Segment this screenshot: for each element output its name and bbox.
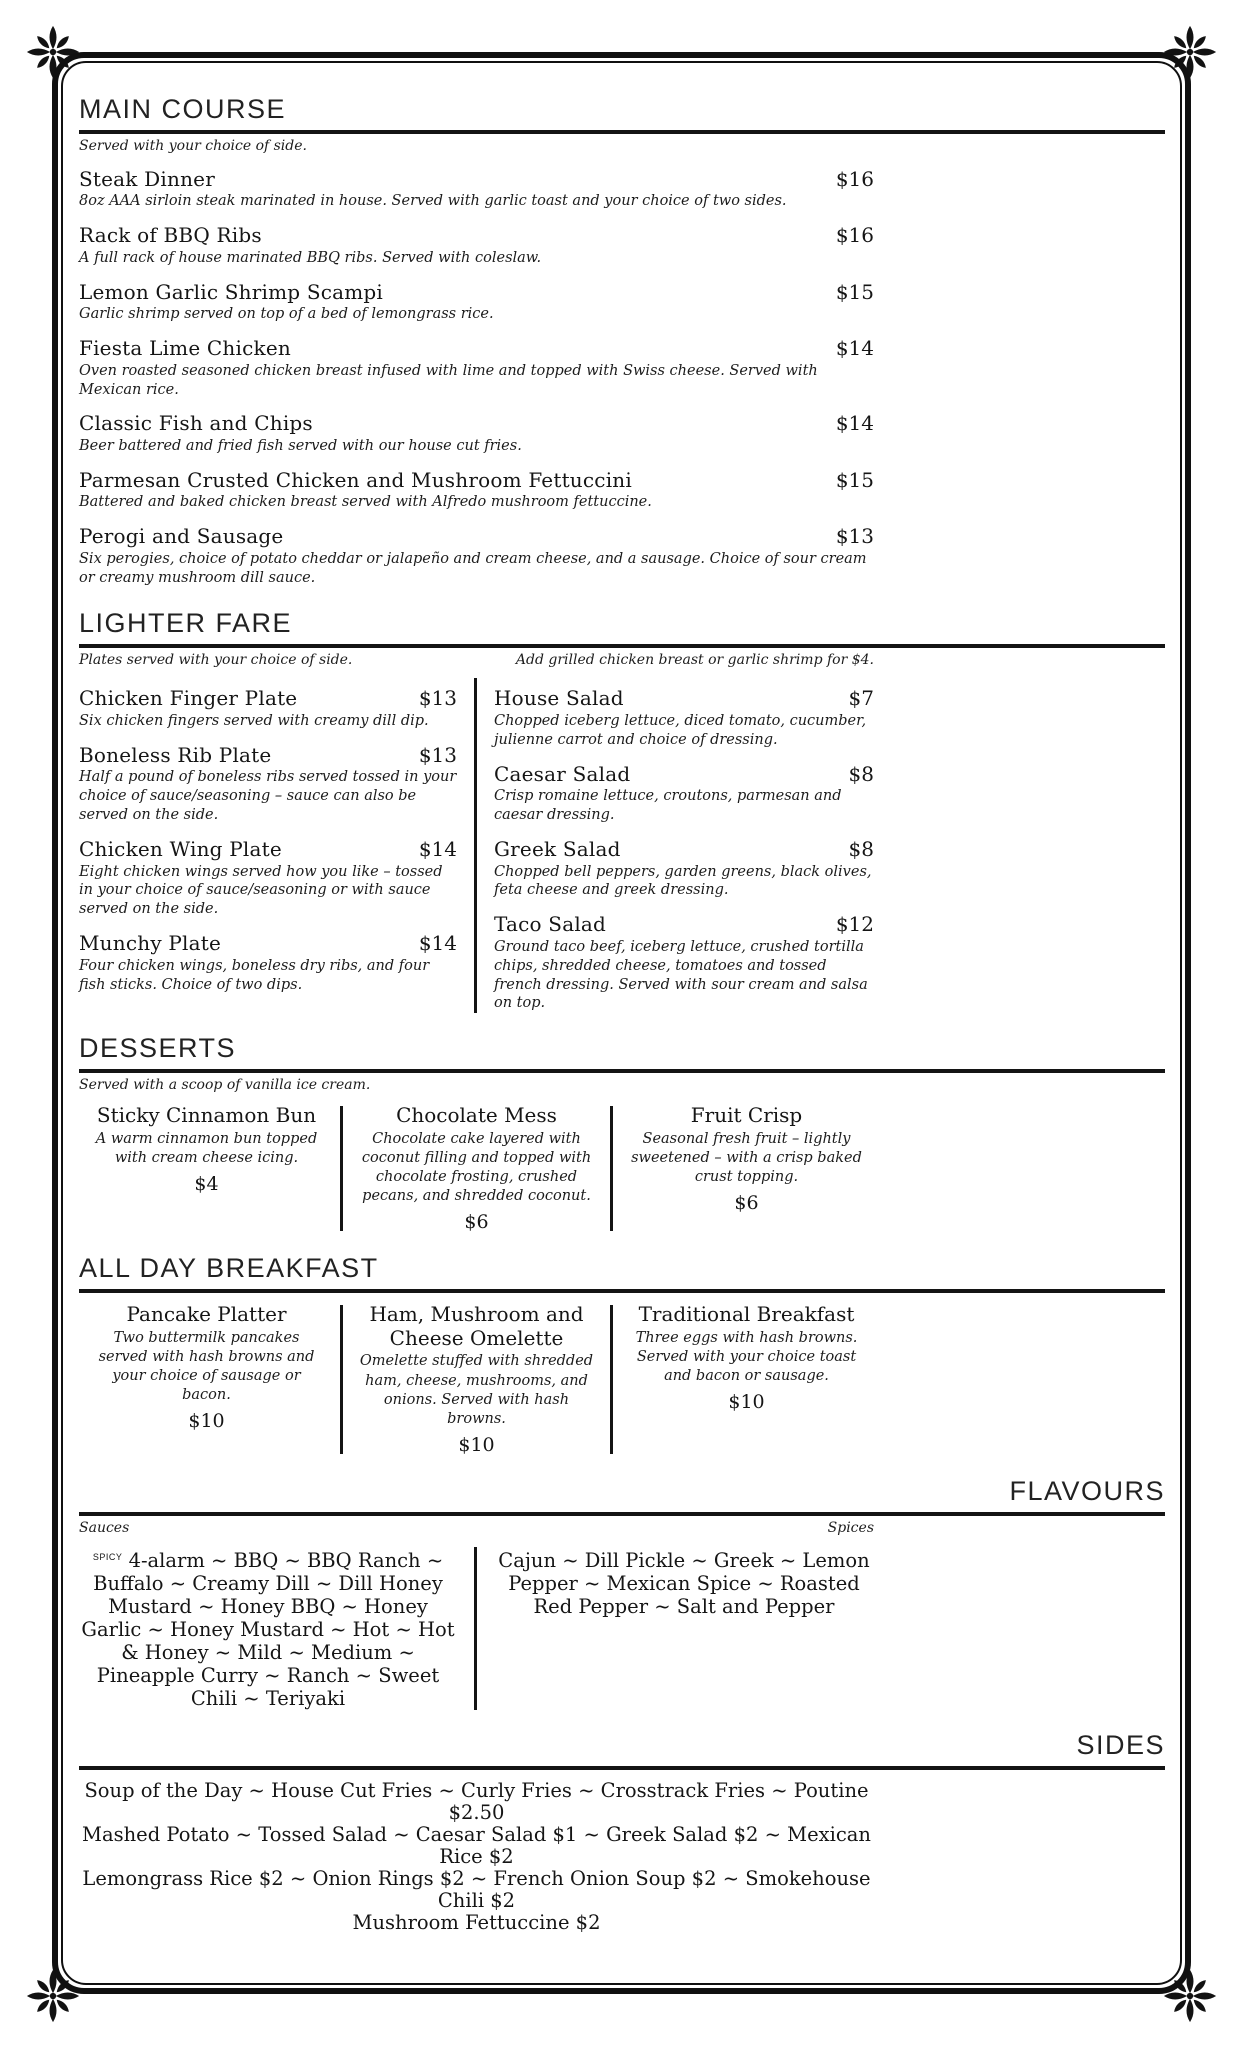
section-note-right: Add grilled chicken breast or garlic shrimp for $4. — [515, 651, 874, 668]
section-note: Served with a scoop of vanilla ice cream. — [79, 1077, 371, 1094]
item-name: Classic Fish and Chips — [79, 411, 313, 436]
menu-item — [494, 762, 874, 825]
lighter-fare-right-column — [494, 674, 874, 1013]
item-price: $14 — [418, 931, 457, 956]
column-divider — [474, 1547, 477, 1710]
item-description: Four chicken wings, boneless dry ribs, and four fish sticks. Choice of two dips. — [79, 957, 430, 993]
item-price: $4 — [194, 1172, 219, 1195]
item-price: $7 — [848, 686, 874, 711]
item-name: Chocolate Mess — [396, 1103, 557, 1128]
sauces-text: 4-alarm ~ BBQ ~ BBQ Ranch ~ Buffalo ~ Creamy Dill ~ Dill Honey Mustard ~ Honey BBQ ~ Honey Garlic ~ Honey Mustard ~ Hot ~ Hot & Honey ~ Mild ~ Medium ~ Pineapple Curry ~ Ranch ~ Sweet Chili ~ Teriyaki — [81, 1548, 455, 1710]
item-name: Fruit Crisp — [690, 1103, 803, 1128]
menu-content — [79, 94, 1165, 1934]
item-price: $13 — [418, 686, 457, 711]
item-description: Chopped bell peppers, garden greens, black olives, feta cheese and greek dressing. — [494, 863, 872, 899]
menu-item — [494, 837, 874, 900]
menu-item — [79, 1303, 334, 1456]
menu-item — [494, 912, 874, 1013]
menu-item — [79, 223, 874, 267]
item-price: $14 — [835, 336, 874, 361]
menu-item — [494, 686, 874, 749]
item-price: $13 — [418, 742, 457, 767]
item-price: $8 — [848, 761, 874, 786]
sides-line: Lemongrass Rice $2 ~ Onion Rings $2 ~ French Onion Soup $2 ~ Smokehouse Chili $2 — [82, 1866, 871, 1912]
item-price: $16 — [835, 223, 874, 248]
column-divider — [610, 1305, 613, 1454]
menu-item — [79, 837, 457, 919]
section-rule — [79, 1289, 1165, 1293]
item-description: A full rack of house marinated BBQ ribs. Served with coleslaw. — [79, 249, 542, 266]
section-heading: ALL DAY BREAKFAST — [79, 1253, 379, 1284]
item-name: Sticky Cinnamon Bun — [96, 1103, 317, 1128]
menu-item — [79, 743, 457, 825]
item-description: Omelette stuffed with shredded ham, cheese, mushrooms, and onions. Served with hash browns. — [359, 1353, 594, 1427]
item-name: Steak Dinner — [79, 166, 215, 191]
item-name: Parmesan Crusted Chicken and Mushroom Fettuccini — [79, 467, 632, 492]
item-name: Pancake Platter — [126, 1302, 287, 1327]
menu-item — [79, 686, 457, 730]
item-name: Chicken Finger Plate — [79, 686, 298, 711]
item-description: Six perogies, choice of potato cheddar or jalapeño and cream cheese, and a sausage. Choice of sour cream or creamy mushroom dill sauce. — [79, 550, 867, 586]
item-price: $6 — [464, 1211, 489, 1234]
menu-item — [79, 468, 874, 512]
menu-item — [619, 1303, 874, 1456]
item-name: Chicken Wing Plate — [79, 837, 282, 861]
item-description: Ground taco beef, iceberg lettuce, crushed tortilla chips, shredded cheese, tomatoes and tossed french dressing. Served with sour cream and salsa on top. — [494, 938, 868, 1012]
section-note-left: Plates served with your choice of side. — [79, 651, 353, 668]
item-description: Oven roasted seasoned chicken breast infused with lime and topped with Swiss cheese. Served with Mexican rice. — [79, 362, 818, 398]
section-heading: FLAVOURS — [1009, 1475, 1165, 1506]
item-name: Caesar Salad — [494, 761, 631, 786]
item-price: $12 — [835, 912, 874, 937]
sides-list — [79, 1780, 874, 1934]
item-name: Boneless Rib Plate — [79, 742, 272, 767]
sauces-list — [79, 1543, 457, 1710]
section-rule — [79, 130, 1165, 134]
item-name: Traditional Breakfast — [638, 1302, 855, 1327]
sides-line: Mushroom Fettuccine $2 — [352, 1911, 601, 1934]
section-rule — [79, 1069, 1165, 1073]
item-price: $15 — [835, 467, 874, 492]
item-price: $10 — [188, 1410, 225, 1433]
item-description: Half a pound of boneless ribs served tossed in your choice of sauce/seasoning – sauce can also be served on the side. — [79, 769, 457, 824]
menu-item — [79, 931, 457, 994]
item-name: Lemon Garlic Shrimp Scampi — [79, 279, 384, 304]
section-heading: MAIN COURSE — [79, 94, 287, 124]
column-divider — [610, 1106, 613, 1231]
section-note-left: Sauces — [79, 1519, 130, 1536]
item-price: $13 — [835, 524, 874, 549]
menu-item — [349, 1303, 604, 1456]
lighter-fare-left-column — [79, 674, 457, 1013]
item-name: Greek Salad — [494, 837, 621, 861]
spices-text: Cajun ~ Dill Pickle ~ Greek ~ Lemon Pepper ~ Mexican Spice ~ Roasted Red Pepper ~ Salt and Pepper — [498, 1548, 870, 1618]
item-description: Seasonal fresh fruit – lightly sweetened – with a crisp baked crust topping. — [631, 1130, 862, 1185]
column-divider — [340, 1106, 343, 1231]
section-main-course — [79, 94, 1165, 588]
item-name: House Salad — [494, 686, 624, 711]
item-name: Taco Salad — [494, 912, 607, 937]
item-description: Beer battered and fried fish served with our house cut fries. — [79, 438, 522, 455]
item-description: Six chicken fingers served with creamy dill dip. — [79, 713, 429, 730]
menu-item — [79, 411, 874, 455]
item-price: $14 — [835, 411, 874, 436]
menu-item — [619, 1104, 874, 1233]
section-rule — [79, 1766, 1165, 1770]
item-description: Chopped iceberg lettuce, diced tomato, cucumber, julienne carrot and choice of dressing. — [494, 713, 867, 748]
item-description: 8oz AAA sirloin steak marinated in house. Served with garlic toast and your choice of two sides. — [79, 193, 787, 210]
section-sides — [79, 1730, 1165, 1934]
item-description: A warm cinnamon bun topped with cream cheese icing. — [95, 1130, 318, 1166]
menu-item — [79, 1104, 334, 1233]
section-heading: SIDES — [1076, 1729, 1165, 1760]
section-note-right: Spices — [827, 1519, 874, 1536]
item-price: $14 — [418, 837, 457, 861]
section-lighter-fare — [79, 608, 1165, 1014]
section-heading: DESSERTS — [79, 1033, 237, 1064]
item-name: Perogi and Sausage — [79, 524, 284, 549]
item-description: Three eggs with hash browns. Served with your choice toast and bacon or sausage. — [635, 1329, 858, 1385]
menu-item — [79, 280, 874, 324]
sides-line: Soup of the Day ~ House Cut Fries ~ Curly Fries ~ Crosstrack Fries ~ Poutine $2.50 — [84, 1778, 869, 1824]
item-description: Eight chicken wings served how you like – tossed in your choice of sauce/seasoning or with sauce served on the side. — [79, 863, 443, 918]
item-price: $15 — [835, 279, 874, 304]
item-price: $10 — [728, 1391, 765, 1414]
section-note: Served with your choice of side. — [79, 138, 307, 155]
item-description: Crisp romaine lettuce, croutons, parmesan and caesar dressing. — [494, 788, 842, 824]
item-description: Garlic shrimp served on top of a bed of lemongrass rice. — [79, 306, 494, 323]
column-divider — [340, 1305, 343, 1454]
item-name: Munchy Plate — [79, 931, 222, 956]
section-heading: LIGHTER FARE — [79, 607, 293, 638]
section-flavours — [79, 1476, 1165, 1710]
menu-item — [349, 1104, 604, 1233]
menu-item — [79, 524, 874, 587]
item-name: Rack of BBQ Ribs — [79, 223, 262, 248]
item-description: Battered and baked chicken breast served with Alfredo mushroom fettuccine. — [79, 494, 652, 511]
item-description: Chocolate cake layered with coconut filling and topped with chocolate frosting, crushed pecans, and shredded coconut. — [361, 1130, 592, 1205]
item-price: $10 — [458, 1433, 495, 1456]
item-price: $6 — [734, 1192, 759, 1215]
menu-item — [79, 336, 874, 399]
item-price: $16 — [835, 166, 874, 191]
item-description: Two buttermilk pancakes served with hash browns and your choice of sausage or bacon. — [98, 1329, 315, 1404]
sides-line: Mashed Potato ~ Tossed Salad ~ Caesar Salad $1 ~ Greek Salad $2 ~ Mexican Rice $2 — [82, 1822, 871, 1868]
item-name: Fiesta Lime Chicken — [79, 336, 291, 361]
section-desserts — [79, 1033, 1165, 1233]
spicy-label: SPICY — [92, 1551, 123, 1562]
spices-list — [494, 1543, 874, 1710]
item-price: $8 — [848, 837, 874, 861]
column-divider — [474, 678, 477, 1013]
section-all-day-breakfast — [79, 1253, 1165, 1456]
menu-item — [79, 167, 874, 211]
item-name: Ham, Mushroom and Cheese Omelette — [369, 1302, 584, 1350]
